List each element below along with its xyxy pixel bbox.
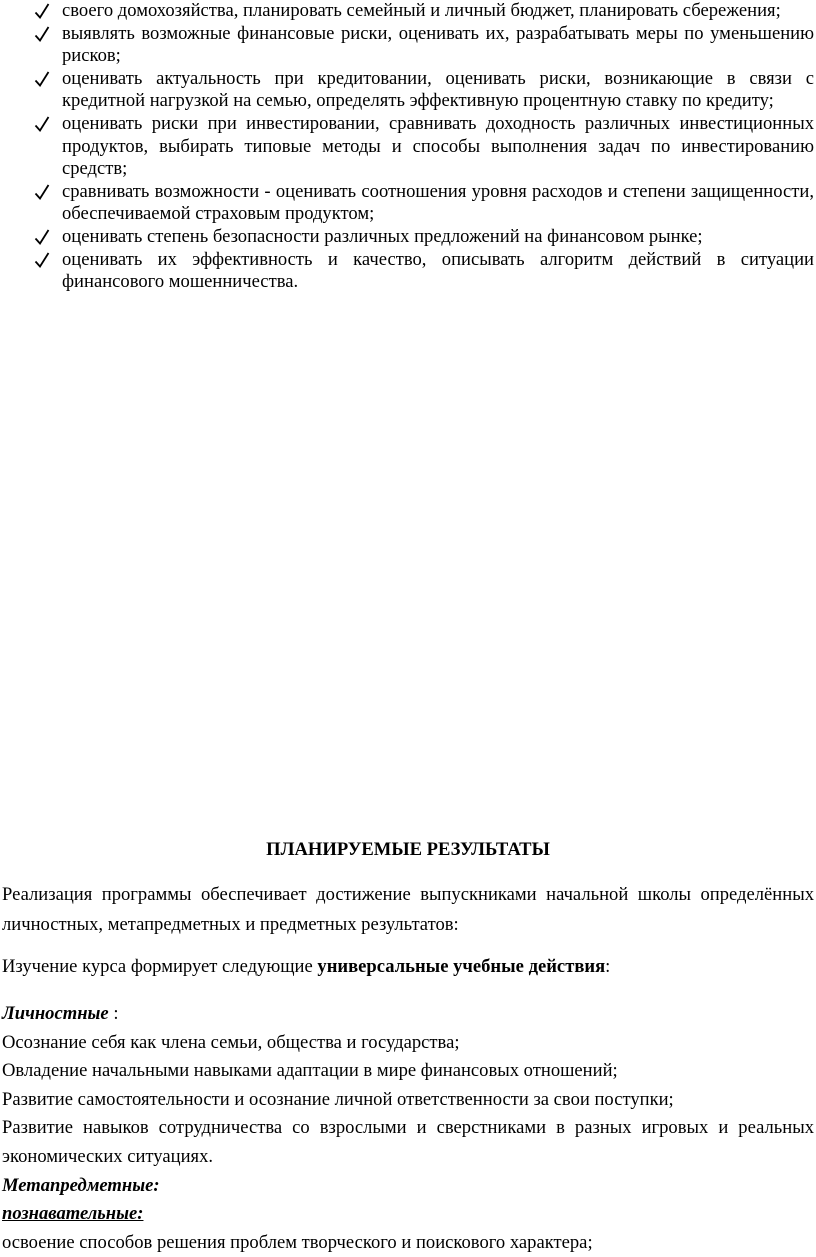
personal-item: Развитие самостоятельности и осознание личной ответственности за свои поступки; [2, 1088, 674, 1110]
checklist-item-text: оценивать их эффективность и качество, описывать алгоритм действий в ситуации финансового мошенничества. [62, 248, 814, 293]
personal-label-line [2, 1000, 814, 1029]
checklist-item [34, 68, 814, 113]
meta-label: Метапредметные: [2, 1174, 160, 1196]
course-text: Изучение курса формирует следующие [2, 956, 318, 977]
personal-label-suffix: : [108, 1003, 119, 1024]
checklist-item [34, 113, 814, 181]
section-heading: ПЛАНИРУЕМЫЕ РЕЗУЛЬТАТЫ [266, 839, 550, 860]
checklist-item-text: сравнивать возможности - оценивать соотношения уровня расходов и степени защищенности, обеспечиваемой страховым продуктом; [62, 180, 814, 225]
course-paragraph [2, 952, 814, 982]
checkmark-icon [34, 228, 50, 246]
checklist-item [34, 181, 814, 226]
checklist-item-text: выявлять возможные финансовые риски, оценивать их, разрабатывать меры по уменьшению рисков; [62, 22, 814, 67]
checkmark-icon [34, 2, 50, 20]
checklist-item-text: своего домохозяйства, планировать семейный и личный бюджет, планировать сбережения; [62, 0, 781, 21]
personal-item: Развитие навыков сотрудничества со взрослыми и сверстниками в разных игровых и реальных экономических ситуациях. [2, 1117, 814, 1167]
checklist-item [34, 0, 814, 23]
personal-item: Овладение начальными навыками адаптации в мире финансовых отношений; [2, 1060, 618, 1082]
checkmark-icon [34, 251, 50, 269]
checklist-item-text: оценивать степень безопасности различных предложений на финансовом рынке; [62, 225, 703, 247]
checkmark-icon [34, 25, 50, 43]
intro-paragraph: Реализация программы обеспечивает достижение выпускниками начальной школы определённых личностных, метапредметных и предметных результатов: [2, 884, 814, 935]
checklist-item-text: оценивать риски при инвестировании, сравнивать доходность различных инвестиционных продуктов, выбирать типовые методы и способы выполнения задач по инвестированию средств; [62, 112, 814, 180]
checklist-item [34, 23, 814, 68]
meta-sublabel: познавательные: [2, 1203, 144, 1225]
results-section [2, 1000, 814, 1257]
checkmark-icon [34, 115, 50, 133]
personal-item: Осознание себя как члена семьи, общества и государства; [2, 1031, 460, 1053]
course-bold-text: универсальные учебные действия [317, 956, 606, 977]
meta-item: освоение способов решения проблем творческого и поискового характера; [2, 1231, 593, 1253]
checklist-item-text: оценивать актуальность при кредитовании, оценивать риски, возникающие в связи с кредитной нагрузкой на семью, определять эффективную процентную ставку по кредиту; [62, 67, 814, 112]
checklist-item [34, 249, 814, 294]
checklist-item [34, 226, 814, 249]
checkmark-icon [34, 183, 50, 201]
personal-label: Личностные [2, 1003, 109, 1024]
checkmark-icon [34, 70, 50, 88]
skills-checklist [34, 0, 814, 294]
course-colon: : [605, 956, 611, 977]
